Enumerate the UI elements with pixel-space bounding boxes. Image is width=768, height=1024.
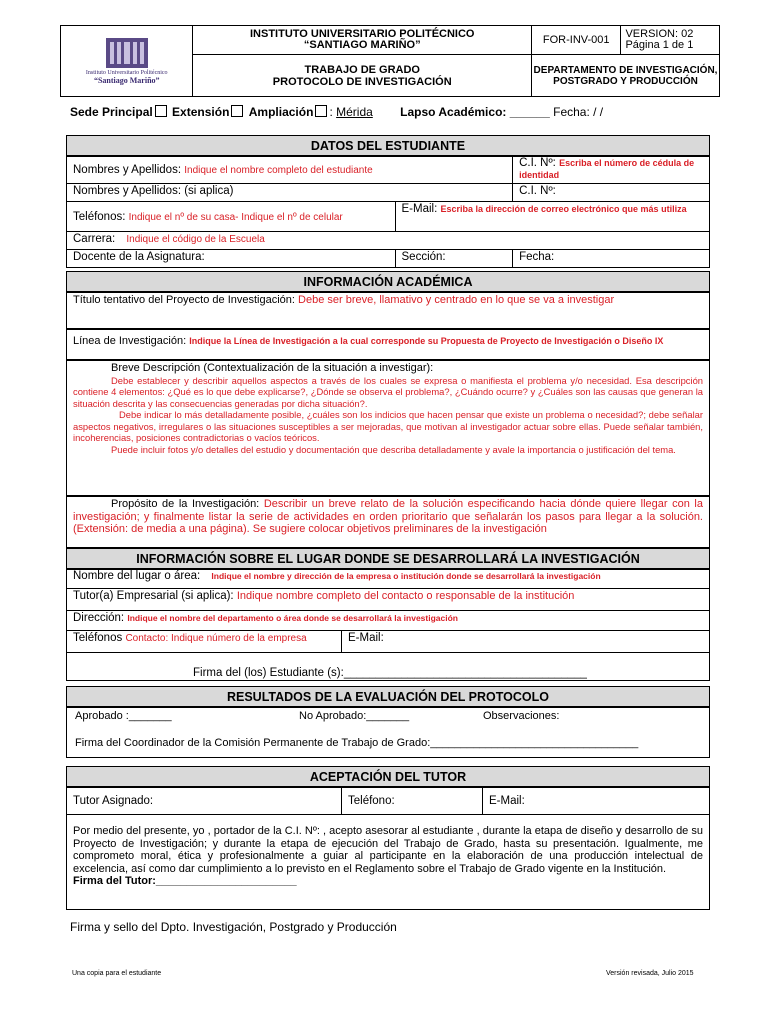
department-line2: POSTGRADO Y PRODUCCIÓN [553,75,698,87]
institute-logo-icon [106,38,148,68]
lugar-table [66,568,710,681]
seccion-cell[interactable] [395,250,513,268]
breve-paragraph-1: Debe establecer y describir aquellos aspectos a través de los cuales se expresa o manifiesta el problema y/o necesidad. Esa descripción contiene 4 elementos: ¿Qué es lo que debe explicarse?, ¿Dónde se observa el problema?, ¿Cuándo ocurre? y ¿Cuáles son las causas que generan la situación descrita y las consecuencias generadas por dicha situación?. [73,374,703,409]
ci-hint: Escriba el número de cédula de identidad [519,158,695,180]
lugar-section-title: INFORMACIÓN SOBRE EL LUGAR DONDE SE DESARROLLARÁ LA INVESTIGACIÓN [66,548,710,570]
no-aprobado-field[interactable]: No Aprobado:_______ [299,710,410,722]
lugar-nombre-label: Nombre del lugar o área: [73,570,201,582]
proposito-hint: Describir un breve relato de la solución especificando hacia dónde quiere llegar con la investigación; y finalmente listar la serie de actividades en orden prioritario que señalarán los pasos para llegar a la solución. (Extensión: de media a una página). Se sugiere colocar objetivos preliminares de la investigación [73,498,703,535]
telefonos-cell[interactable] [67,202,396,232]
lugar-tutor-hint: Indique nombre completo del contacto o responsable de la institución [236,590,575,602]
nombres2-label: Nombres y Apellidos: (si aplica) [73,185,234,197]
breve-label: Breve Descripción (Contextualización de la situación a investigar): [111,362,434,374]
resultados-box [66,706,710,758]
ci2-label: C.I. Nº: [519,185,556,197]
estudiante-section-title: DATOS DEL ESTUDIANTE [66,135,710,157]
ampliacion-value[interactable]: Mérida [336,105,373,119]
sede-line: Sede Principal Extensión Ampliación : Mérida Lapso Académico: ______ Fecha: / / [70,105,604,119]
fecha-label[interactable]: Fecha: / / [553,105,604,119]
lugar-telefonos-cell[interactable] [67,631,342,653]
document-title-cell [193,55,532,97]
lugar-telefonos-label: Teléfonos [73,632,123,644]
extension-label: Extensión [172,105,230,119]
ci-cell[interactable] [513,156,710,184]
tutor-acceptance-box[interactable] [66,814,710,910]
firma-tutor-field[interactable]: Firma del Tutor:_______________________ [73,875,297,887]
tutor-asignado-label: Tutor Asignado: [73,794,154,807]
page-label: Página 1 de 1 [625,39,694,52]
extension-checkbox[interactable] [231,105,243,117]
carrera-label: Carrera: [73,233,116,245]
firma-estudiante-label: Firma del (los) Estudiante (s):______________________________________ [193,667,587,679]
academica-section-title: INFORMACIÓN ACADÉMICA [66,271,710,293]
tutor-email-label: E-Mail: [489,794,525,807]
ampliacion-label: Ampliación [248,105,314,119]
titulo-box[interactable] [66,291,710,329]
institute-name-line1: INSTITUTO UNIVERSITARIO POLITÉCNICO [249,28,475,41]
version-cell [621,26,720,55]
tutor-telefono-label: Teléfono: [348,794,395,807]
breve-paragraph-3: Puede incluir fotos y/o detalles del estudio y documentación que describa detalladamente y avale la importancia o justificación del tema. [111,443,676,455]
document-header [60,25,720,97]
copia-note: Una copia para el estudiante [72,970,162,977]
proposito-box[interactable] [66,496,710,548]
tutor-telefono-cell[interactable] [342,787,483,815]
email-label: E-Mail: [401,203,438,215]
telefonos-hint: Indique el nº de su casa- Indique el nº de celular [128,211,343,223]
linea-box[interactable] [66,329,710,360]
lugar-tutor-label: Tutor(a) Empresarial (si aplica): [73,590,234,602]
observaciones-field[interactable]: Observaciones: [483,710,560,722]
ci-label: C.I. Nº: [519,157,556,169]
linea-hint: Indique la Línea de Investigación a la cual corresponde su Propuesta de Proyecto de Investigación o Diseño IX [189,336,664,346]
email-cell[interactable] [395,202,710,232]
form-code: FOR-INV-001 [532,26,621,55]
email-hint: Escriba la dirección de correo electrónico que más utiliza [440,204,687,214]
logo-name: Instituto Universitario Politécnico [85,69,168,76]
telefonos-label: Teléfonos: [73,210,126,223]
carrera-cell[interactable] [67,232,710,250]
docente-label: Docente de la Asignatura: [73,251,205,263]
nombres-label: Nombres y Apellidos: [73,163,182,176]
lugar-nombre-cell[interactable] [67,569,710,589]
docente-cell[interactable] [67,250,396,268]
lapso-label[interactable]: Lapso Académico: ______ [400,105,550,119]
titulo-hint: Debe ser breve, llamativo y centrado en lo que se va a investigar [298,294,615,306]
lugar-direccion-cell[interactable] [67,611,710,631]
sede-principal-label: Sede Principal [70,105,153,119]
logo-subtitle: “Santiago Mariño” [93,75,160,85]
lugar-telefonos-hint: Contacto: Indique número de la empresa [125,633,307,644]
nombres2-cell[interactable] [67,184,513,202]
institute-name-cell [193,26,532,55]
ampliacion-checkbox[interactable] [315,105,327,117]
nombres-cell[interactable] [67,156,513,184]
department-cell [532,55,720,97]
sede-principal-checkbox[interactable] [155,105,167,117]
lugar-email-label: E-Mail: [348,632,384,644]
institute-name-line2: “SANTIAGO MARIÑO” [303,39,421,52]
carrera-hint: Indique el código de la Escuela [126,234,265,245]
ci2-cell[interactable] [513,184,710,202]
proposito-label: Propósito de la Investigación: [111,498,260,510]
tutor-email-cell[interactable] [483,787,710,815]
document-title-line2: PROTOCOLO DE INVESTIGACIÓN [272,75,452,88]
linea-label: Línea de Investigación: [73,335,187,347]
tutor-asignado-cell[interactable] [67,787,342,815]
version-note: Versión revisada, Julio 2015 [606,970,694,977]
firma-estudiante-cell[interactable] [67,653,710,681]
tutor-acceptance-text: Por medio del presente, yo , portador de la C.I. Nº: , acepto asesorar al estudiante , durante la etapa de diseño y desarrollo de su Proyecto de Investigación; y durante la etapa de ejecución del Trabajo de Grado, hasta su presentación. Igualmente, me comprometo moral, ética y profesionalmente a guiar al participante en la elaboración de una producción intelectual de excelencia, así como dar cumplimiento a lo previsto en el Reglamento sobre el Trabajo de Grado vigente en la Institución. [73,825,703,875]
breve-box[interactable] [66,360,710,496]
tutor-table [66,786,710,815]
estudiante-table [66,155,710,268]
lugar-direccion-label: Dirección: [73,612,125,624]
firma-coordinador-field[interactable]: Firma del Coordinador de la Comisión Permanente de Trabajo de Grado:__________________________________ [75,737,639,749]
lugar-email-cell[interactable] [342,631,710,653]
fecha-cell[interactable] [513,250,710,268]
seccion-label: Sección: [401,251,446,263]
nombres-hint: Indique el nombre completo del estudiante [184,164,373,176]
lugar-nombre-hint: Indique el nombre y dirección de la empresa o institución donde se desarrollará la investigación [211,571,601,581]
tutor-section-title: ACEPTACIÓN DEL TUTOR [66,766,710,788]
logo-cell [61,26,193,97]
aprobado-field[interactable]: Aprobado :_______ [75,710,172,722]
lugar-direccion-hint: Indique el nombre del departamento o área donde se desarrollará la investigación [127,613,458,623]
fecha-student-label: Fecha: [519,251,555,263]
firma-sello-label: Firma y sello del Dpto. Investigación, Postgrado y Producción [70,920,397,934]
titulo-label: Título tentativo del Proyecto de Investigación: [73,294,295,306]
document-title-line1: TRABAJO DE GRADO [304,63,420,76]
version-label: VERSION: 02 [625,28,694,41]
lugar-tutor-cell[interactable] [67,589,710,611]
resultados-section-title: RESULTADOS DE LA EVALUACIÓN DEL PROTOCOLO [66,686,710,708]
department-line1: DEPARTAMENTO DE INVESTIGACIÓN, [533,64,718,76]
breve-paragraph-2: Debe indicar lo más detalladamente posible, ¿cuáles son los indicios que hacen pensar que existe un problema o necesidad?; debe señalar aspectos negativos, irregulares o las situaciones susceptibles a ser mejoradas, que motivan al investigador actuar sobre ellas. Puede señalar también, incoherencias, posiciones contradictorias o vacíos teóricos. [73,409,703,443]
